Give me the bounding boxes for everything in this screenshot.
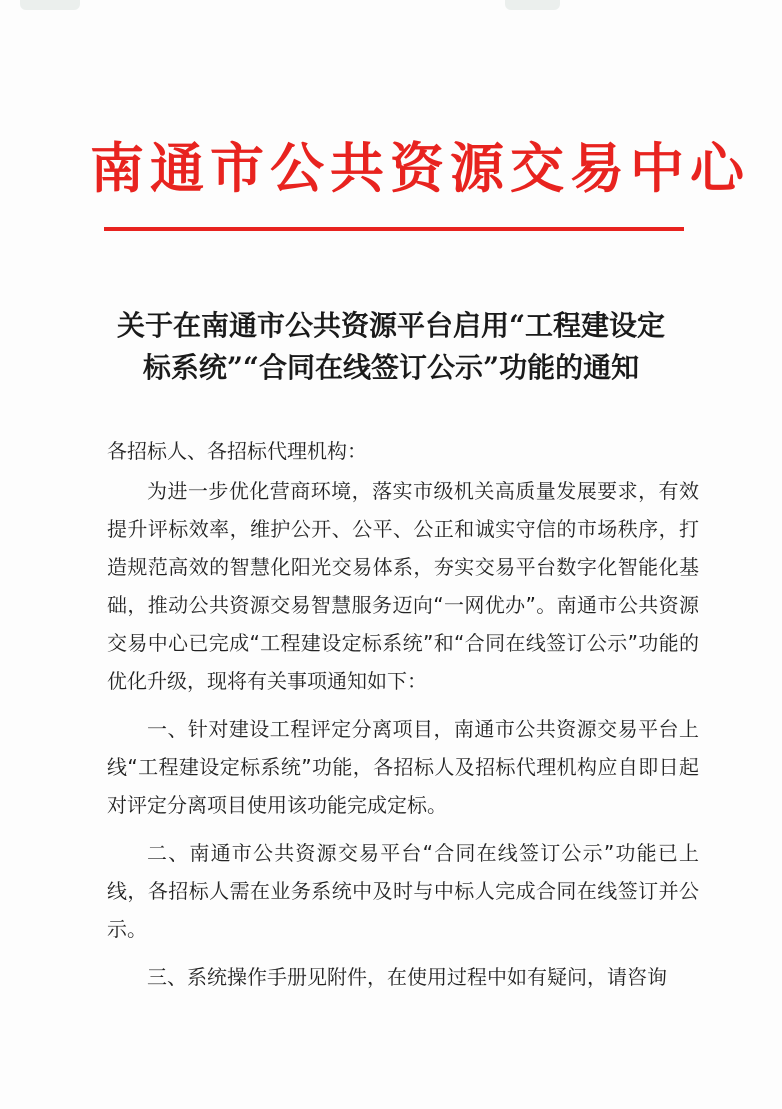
scan-artifact-right bbox=[505, 0, 560, 10]
document-title bbox=[60, 305, 722, 389]
paragraph-item-3: 三、系统操作手册见附件，在使用过程中如有疑问，请咨询 bbox=[147, 965, 667, 989]
paragraph-intro: 为进一步优化营商环境，落实市级机关高质量发展要求，有效提升评标效率，维护公开、公平、公正和诚实守信的市场秩序，打造规范高效的智慧化阳光交易体系，夯实交易平台数字化智能化基础，推动公共资源交易智慧服务迈向“一网优办”。南通市公共资源交易中心已完成“工程建设定标系统”和“合同在线签订公示”功能的优化升级，现将有关事项通知如下： bbox=[107, 479, 699, 693]
paragraph-item-2: 二、南通市公共资源交易平台“合同在线签订公示”功能已上线，各招标人需在业务系统中及时与中标人完成合同在线签订并公示。 bbox=[107, 841, 699, 941]
title-line-2: 标系统”“合同在线签订公示”功能的通知 bbox=[142, 351, 640, 384]
header-red-rule bbox=[104, 227, 684, 231]
scan-artifact-left bbox=[20, 0, 80, 10]
salutation: 各招标人、各招标代理机构： bbox=[107, 439, 367, 463]
organization-header: 南通市公共资源交易中心 bbox=[90, 136, 750, 200]
paragraph-item-1: 一、针对建设工程评定分离项目，南通市公共资源交易平台上线“工程建设定标系统”功能，各招标人及招标代理机构应自即日起对评定分离项目使用该功能完成定标。 bbox=[107, 717, 699, 817]
document-body bbox=[107, 432, 699, 1002]
title-line-1: 关于在南通市公共资源平台启用“工程建设定 bbox=[116, 309, 666, 342]
